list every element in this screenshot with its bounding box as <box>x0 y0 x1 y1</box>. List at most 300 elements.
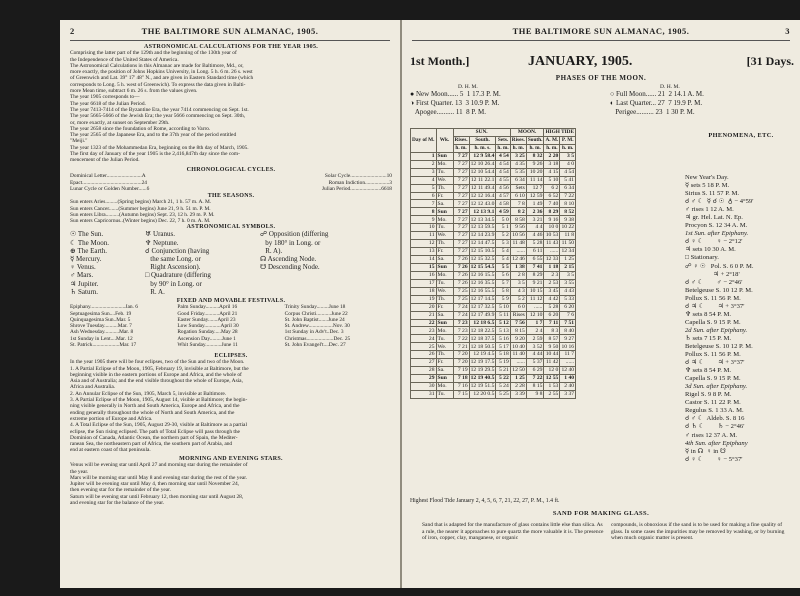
cell-ss: 12 17 32.5 <box>470 303 495 310</box>
cell-am: 10 53 <box>545 232 559 239</box>
cell-d: 7 <box>411 200 437 208</box>
symbol-entry: by 180° in Long. or <box>260 238 321 247</box>
cell-st: 5 16 <box>496 335 510 343</box>
phenomenon-entry: ☿ sets 5 18 P. M. <box>685 182 730 190</box>
cell-pm: 5 41 <box>560 176 576 184</box>
cell-st: 5 22 <box>496 375 510 383</box>
almanac-row <box>411 184 576 192</box>
cell-ss: 12 16 35.5 <box>470 280 495 287</box>
cell-w: Fr. <box>436 303 453 311</box>
cell-st: 5 8 <box>496 287 510 295</box>
phenomenon-entry: Capella S. 9 15 P. M. <box>685 375 741 383</box>
chronological-cycles-section <box>70 167 392 192</box>
festival-entry: Ascension Day.........June 1 <box>177 335 236 342</box>
phenomenon-entry: □ Stationary. <box>685 254 719 262</box>
cell-ms: 10 20 <box>526 168 544 176</box>
astro-line: The year 6618 of the Julian Period. <box>70 100 146 107</box>
moon-phase-entry: ● New Moon...... 5 1 17.3 P. M. <box>410 90 501 98</box>
eclipse-line: end at eastern coast of that peninsula. <box>70 447 151 454</box>
astro-paragraph <box>70 50 392 163</box>
cell-ms: 4 4 <box>526 224 544 232</box>
festival-entry: Epiphany..........................Jan. 6 <box>70 304 138 311</box>
symbols-planets <box>70 230 145 296</box>
cycle-label: Lunar Cycle or Golden Number......6 <box>70 185 150 192</box>
cell-sr: 7 27 <box>453 248 469 256</box>
phenomenon-entry: ☌ ♀ ☾ ♀ − 5°37' <box>685 455 743 463</box>
cell-sr: 7 27 <box>453 192 469 200</box>
moon-phase-entry: Perigee.......... 23 1 30 P. M. <box>610 108 695 116</box>
cell-w: Sun <box>436 263 453 271</box>
symbol-entry: ♀ Venus. <box>70 263 96 272</box>
th-unit-6: h. m. <box>544 144 560 152</box>
cell-d: 15 <box>411 263 437 271</box>
almanac-row <box>411 359 576 367</box>
cell-w: Sa. <box>436 200 453 208</box>
cell-d: 1 <box>411 152 437 160</box>
cell-pm: 4 54 <box>560 168 576 176</box>
cell-am: 8 29 <box>544 208 560 216</box>
moon-phase-entry: ◐ Last Quarter... 27 7 19.9 P. M. <box>610 99 703 107</box>
cell-st: 5 4 <box>496 256 510 264</box>
phenomenon-entry: ☿ in ☊ ♀ in ☋ <box>685 447 726 455</box>
cell-ms: 9 8 <box>526 390 544 398</box>
cell-d: 18 <box>411 287 437 295</box>
cycles-title: CHRONOLOGICAL CYCLES. <box>186 167 276 173</box>
symbol-entry: ⊕ The Earth. <box>70 246 108 255</box>
cell-ss: 12 20 0.5 <box>469 390 496 398</box>
cell-mr: 3 25 <box>510 152 526 160</box>
cell-st: 5 9 <box>496 295 510 303</box>
cell-ms: 2 4 <box>526 327 544 335</box>
symbol-entry: by 90° in Long. or <box>145 279 202 288</box>
cell-ss: 12 11 22.1 <box>470 176 495 183</box>
cell-sr: 7 23 <box>453 319 469 327</box>
stars-line: Saturn will be evening star until February 12, then morning star until August 28, <box>70 493 244 500</box>
cycle-value: Solar Cycle...........................10 <box>324 173 392 180</box>
symbols-section <box>70 224 392 296</box>
astro-line: "Meiji." <box>70 138 88 145</box>
cell-sr: 7 25 <box>453 287 469 295</box>
cell-pm: 9 38 <box>560 216 576 224</box>
cell-am: 3 18 <box>544 160 560 168</box>
phenomenon-entry: 1st Sun. after Epiphany. <box>685 230 749 238</box>
almanac-row <box>411 271 576 279</box>
phases-title: PHASES OF THE MOON. <box>555 74 647 82</box>
cell-mr: 6 0 <box>510 303 526 311</box>
festival-entry: Quinquagesima Sun..Mar. 5 <box>70 316 131 323</box>
th-day-of-week: Wk. <box>436 129 453 153</box>
phenomenon-entry: ☍ ♀ ☉ Pol. S. 6 0 P. M. <box>685 262 754 270</box>
cell-pm: 7 51 <box>560 319 576 327</box>
cell-ms: 2 36 <box>526 208 544 216</box>
cell-am: ...... <box>544 248 560 256</box>
cell-mr: 7 56 <box>510 319 526 327</box>
eclipse-line: eclipse, the Sun rising eclipsed. The path of Total Eclipse will pass through the <box>70 428 240 435</box>
cell-d: 20 <box>411 303 437 311</box>
almanac-row <box>411 160 576 168</box>
cell-ms: 5 37 <box>526 359 544 367</box>
astro-line: mencement of the Julian Period. <box>70 157 140 164</box>
cell-ms: 6 11 <box>526 248 544 256</box>
almanac-row <box>411 152 576 160</box>
phenomenon-entry: ☌ ♂ ☾ Aldeb. S. 8 16 <box>685 415 745 423</box>
cell-d: 9 <box>411 216 437 224</box>
cell-st: 5 6 <box>496 271 510 279</box>
almanac-row <box>411 168 576 176</box>
cell-ss: 12 18 22.5 <box>470 327 495 334</box>
stars-line: Venus will be evening star until April 27 and morning star during the remainder of <box>70 462 248 469</box>
cell-d: 16 <box>411 271 437 279</box>
stars-line: then evening star for the remainder of the year. <box>70 487 172 494</box>
eclipse-line: 4. A Total Eclipse of the Sun, 1905, August 29-30, visible at Baltimore as a partial <box>70 422 247 429</box>
symbols-aspects <box>145 230 260 296</box>
astro-line: or, more exactly, at sunset on September 29th. <box>70 119 170 126</box>
month-title: JANUARY, 1905. <box>528 54 633 69</box>
cell-mr: 6 10 <box>510 192 526 200</box>
cell-mr: 3 5 <box>510 279 526 287</box>
cycle-label: Epact............................................24 <box>70 179 147 186</box>
sand-title: SAND FOR MAKING GLASS. <box>552 510 650 517</box>
astro-line: more exactly, the position of Johns Hopkins University, in Long. 5 h. 6 m. 26 s. west <box>70 69 253 76</box>
cell-d: 14 <box>411 256 437 264</box>
festival-entry: St. John Evangel't....Dec. 27 <box>284 342 346 349</box>
astro-line: The year 2565 of the Japanese Era, and to the 37th year of the period entitled <box>70 132 237 139</box>
phenomenon-entry: ♄ sets 7 15 P. M. <box>685 334 732 342</box>
cell-d: 2 <box>411 160 437 168</box>
right-running-head <box>412 26 790 41</box>
festival-entry: Corpus Christi...........June 22 <box>284 310 348 317</box>
cell-pm: 3 37 <box>560 390 576 398</box>
symbol-entry: ☍ Opposition (differing <box>260 230 329 239</box>
cell-mr: 4 3 <box>510 287 526 295</box>
almanac-table <box>410 128 576 399</box>
festival-entry: St. Patrick....................Mar. 17 <box>70 342 137 349</box>
cell-mr: Rises <box>510 311 526 319</box>
moon-phase-entry: ◑ First Quarter. 13 3 10.9 P. M. <box>410 99 500 107</box>
cell-ms: 3 52 <box>526 343 544 351</box>
cell-st: 4 56 <box>496 184 510 192</box>
cell-w: Tu. <box>436 168 453 176</box>
almanac-row <box>411 263 576 271</box>
right-page <box>402 20 800 588</box>
cell-mr: 10 40 <box>510 343 526 351</box>
cell-w: We. <box>436 287 453 295</box>
cell-sr: 7 27 <box>453 224 469 232</box>
cell-d: 8 <box>411 208 437 216</box>
cell-mr: 1 38 <box>510 263 526 271</box>
cell-ss: 12 10 26.4 <box>470 160 495 167</box>
th-hightide: HIGH TIDE <box>545 129 575 136</box>
almanac-row <box>411 335 576 343</box>
cell-ms: 6 55 <box>526 256 544 264</box>
cell-st: 4 55 <box>496 176 510 184</box>
cell-mr: 8 2 <box>510 208 526 216</box>
th-unit-1: h. m. <box>453 144 469 152</box>
almanac-row <box>411 295 576 303</box>
cell-mr: 11 40 <box>510 351 526 359</box>
cell-sr: 7 27 <box>453 152 469 160</box>
eclipse-line: Dominion of Canada, Atlantic Ocean, the northern part of Spain, the Mediter- <box>70 434 238 441</box>
astronomical-calculations-section <box>70 44 392 164</box>
almanac-row <box>411 256 576 264</box>
cell-ms: 12 7 <box>526 184 544 192</box>
cell-w: Th. <box>436 351 453 359</box>
cell-sr: 7 26 <box>453 279 469 287</box>
eclipse-line: extreme portion of Europe and Africa. <box>70 415 153 422</box>
seasons-title: THE SEASONS. <box>207 193 255 199</box>
cell-sr: 7 20 <box>453 359 469 367</box>
phenomenon-entry: ♆ sets 8 54 P. M. <box>685 310 732 318</box>
symbol-entry: R. A). <box>260 246 283 255</box>
cell-sr: 7 16 <box>453 383 469 391</box>
cell-ss: 12 18 50.5 <box>470 343 495 350</box>
eclipses-title: ECLIPSES. <box>214 353 248 359</box>
cell-w: Mo. <box>436 160 453 168</box>
phenomenon-entry: ♆ sets 8 54 P. M. <box>685 367 732 375</box>
cell-st: 4 59 <box>496 208 510 216</box>
cell-ms: 9 26 <box>526 160 544 168</box>
cell-ms: 3 21 <box>526 216 544 224</box>
eclipse-line: 2. An Annular Eclipse of the Sun, 1905, March 5, invisible at Baltimore. <box>70 390 227 397</box>
festivals-columns <box>70 304 392 348</box>
cell-d: 24 <box>411 335 437 343</box>
cell-sr: 7 27 <box>453 232 469 240</box>
season-line: Sun enters Libra..........(Autumn begins) Sept. 23, 12 h. 29 m. P. M. <box>70 211 215 218</box>
cell-sr: 7 25 <box>453 295 469 303</box>
eclipse-line: ranean Sea, the northeastern part of Africa, the southern part of Arabia, and <box>70 441 233 448</box>
cell-mr: 8 15 <box>510 327 526 335</box>
cell-ms: 8 32 <box>526 152 544 160</box>
cell-st: 5 2 <box>496 232 510 240</box>
cell-w: We. <box>436 176 453 184</box>
cell-am: 2 55 <box>544 390 560 398</box>
left-header-title: THE BALTIMORE SUN ALMANAC, 1905. <box>141 26 319 36</box>
cell-sr: 7 20 <box>453 351 469 359</box>
festival-entry: Good Friday...........April 21 <box>177 310 238 317</box>
cell-am: 11 43 <box>544 240 560 248</box>
cell-st: 5 25 <box>496 390 510 398</box>
astro-line: The year 5665-5666 of the Jewish Era; the year 5666 commencing on Sept. 30th, <box>70 113 246 120</box>
stars-line: the year. <box>70 468 89 475</box>
th-tide-am: A. M. <box>545 137 559 144</box>
cell-pm: 1 40 <box>560 375 576 383</box>
cell-mr: 10 56 <box>510 232 526 240</box>
symbol-entry: □ Quadrature (differing <box>145 271 211 280</box>
almanac-row <box>411 208 576 216</box>
cell-ms: 5 28 <box>526 240 544 248</box>
cell-ss: 12 13 34.5 <box>470 216 495 223</box>
cell-am: 1 53 <box>544 383 560 391</box>
cell-d: 23 <box>411 327 437 335</box>
festivals-col-2 <box>177 304 284 348</box>
cell-st: 5 7 <box>496 279 510 287</box>
th-unit-7: h. m. <box>560 144 576 152</box>
cell-sr: 7 27 <box>453 168 469 176</box>
flood-tide-note: Highest Flood Tide January 2, 4, 5, 6, 7, 21, 22, 27, P. M., 1.4 ft. <box>410 498 560 504</box>
season-line: Sun enters Aries.........(Spring begins) March 21, 1 h. 57 m. A. M. <box>70 199 212 206</box>
phenomenon-entry: ♃ + 2°18' <box>685 270 740 278</box>
cell-ss: 12 19 17.5 <box>470 359 495 366</box>
cell-sr: 7 24 <box>453 311 469 319</box>
th-unit-2: h. m. s. <box>469 144 496 152</box>
cell-ss: 12 16 15.5 <box>470 272 495 279</box>
cell-pm: 12 34 <box>561 248 575 255</box>
symbol-entry: ♂ Mars. <box>70 271 94 280</box>
phases-right <box>610 90 704 117</box>
festival-entry: St. Andrew..................Nov. 30 <box>284 323 350 330</box>
almanac-row <box>411 311 576 319</box>
phenomenon-entry: 4th Sun. after Epiphany <box>685 439 748 447</box>
cell-ss: 12 12 43.0 <box>470 200 495 207</box>
cell-st: 5 24 <box>496 383 510 391</box>
symbols-title: ASTRONOMICAL SYMBOLS. <box>186 224 276 230</box>
month-label: 1st Month.] <box>410 54 470 68</box>
festival-entry: Easter Sunday.......April 23 <box>177 316 236 323</box>
cell-st: 5 5 <box>496 263 510 271</box>
cell-sr: 7 27 <box>453 216 469 224</box>
phenomenon-entry: ♃ gr. Hel. Lat. N. Ep. <box>685 214 743 222</box>
phenomenon-entry: Regulus S. 1 33 A. M. <box>685 407 744 415</box>
cell-ss: 12 15 32.5 <box>470 256 495 263</box>
cell-am: 7 11 <box>544 319 560 327</box>
th-sun-south: South. <box>469 136 496 144</box>
phases-left <box>410 90 501 117</box>
festivals-col-3 <box>285 304 392 348</box>
sand-article <box>422 522 794 542</box>
symbol-entry: ♄ Saturn. <box>70 287 99 296</box>
festivals-col-1 <box>70 304 177 348</box>
almanac-row <box>411 248 576 256</box>
almanac-row <box>411 351 576 359</box>
cell-pm: 3 5 <box>560 271 576 279</box>
cycle-value: Roman Indiction..................3 <box>328 179 392 186</box>
phenomenon-entry: Rigel S. 9 8 P. M. <box>685 391 732 399</box>
cell-d: 5 <box>411 184 437 192</box>
cell-d: 29 <box>411 375 437 383</box>
astro-line: The year 1323 of the Mohammedan Era, beginning on the 8th day of March, 1905. <box>70 144 249 151</box>
phenomenon-entry: ☌ ♂ ☾ ☿ ☌ ☉ ♁ − 4°59' <box>685 198 754 206</box>
stars-line: and evening star for the balance of the year. <box>70 500 165 507</box>
symbol-entry: ♃ Jupiter. <box>70 279 99 288</box>
cell-am: 11 42 <box>544 359 560 367</box>
phenomena-title: PHENOMENA, ETC. <box>708 132 774 139</box>
cell-st: 5 10 <box>496 303 510 311</box>
cell-d: 4 <box>411 176 437 184</box>
cell-sr: 7 18 <box>453 375 469 383</box>
festival-entry: Christmas....................Dec. 25 <box>284 335 351 342</box>
cell-ss: 12 12 16.4 <box>470 192 495 199</box>
cell-st: 5 17 <box>496 343 510 351</box>
eclipse-line: beginning visible in the eastern portions of Europe and Africa, and the whole of <box>70 371 242 378</box>
cell-am: 2 3 <box>544 271 560 279</box>
cell-ms: 4 46 <box>526 232 544 240</box>
cell-st: 4 54 <box>496 152 510 160</box>
astro-line: The year 7413-7414 of the Byzantine Era, the year 7414 commencing on Sept. 1st. <box>70 106 249 113</box>
symbol-entry: ☿ Mercury. <box>70 254 102 263</box>
cell-d: 28 <box>411 367 437 375</box>
th-unit-5: h. m. <box>526 144 544 152</box>
astro-line: Comprising the latter part of the 129th and the beginning of the 130th year of <box>70 50 237 57</box>
cell-pm: 4 43 <box>560 287 576 295</box>
cell-st: 5 11 <box>496 311 510 319</box>
cell-ss: 12 19 29.5 <box>470 367 495 374</box>
cell-w: Sun <box>436 208 453 216</box>
cell-sr: 7 23 <box>453 327 469 335</box>
cell-ms: ...... <box>526 303 544 311</box>
th-sun-sets: Sets. <box>497 137 509 144</box>
cell-pm: 3 5 <box>560 152 576 160</box>
cell-ss: 12 19 40.5 <box>470 375 495 382</box>
cell-am: 12 0 <box>544 367 560 375</box>
cell-mr: 4 35 <box>510 160 526 168</box>
cell-d: 10 <box>411 224 437 232</box>
cell-pm: 10 16 <box>561 343 575 350</box>
cell-ss: 12 19 51.5 <box>470 383 495 390</box>
th-sun: SUN. <box>453 129 510 137</box>
astro-line: The first day of January of the year 1905 is the 2,416,847th day since the com- <box>70 151 240 158</box>
cell-am: 8 3 <box>544 327 560 335</box>
cycle-value: Julian Period.......................6618 <box>321 185 392 192</box>
cell-d: 3 <box>411 168 437 176</box>
symbols-grid <box>70 230 392 296</box>
cell-st: 5 1 <box>496 224 510 232</box>
cell-st: 5 12 <box>496 319 510 327</box>
th-unit-4: h. m. <box>510 144 526 152</box>
cell-d: 11 <box>411 232 437 240</box>
cell-ms: 8 15 <box>526 383 544 391</box>
cycles-list <box>70 173 392 192</box>
phenomenon-entry: ☌ ♄ ☾ ♄ − 2°46' <box>685 423 745 431</box>
almanac-row <box>411 232 576 240</box>
festival-entry: Ash Wednesday...........Mar. 8 <box>70 329 134 336</box>
cell-ss: 12 15 10.5 <box>470 248 495 255</box>
cell-st: 5 19 <box>496 359 510 367</box>
cell-pm: 5 33 <box>560 295 576 303</box>
cell-sr: 7 26 <box>453 271 469 279</box>
cell-am: 6 20 <box>544 311 560 319</box>
cell-pm: 8 52 <box>560 208 576 216</box>
cell-w: Mo. <box>436 271 453 279</box>
cell-w: Sun <box>436 319 453 327</box>
astro-line: more Mean time, subtract 6 m. 26 s. from the values given. <box>70 88 198 95</box>
cell-mr: 1 25 <box>510 375 526 383</box>
cell-am: 12 33 <box>545 256 559 263</box>
cell-ms: 9 21 <box>526 279 544 287</box>
cell-am: 5 10 <box>544 176 560 184</box>
cell-w: Sa. <box>436 367 453 375</box>
cell-pm: 11 7 <box>560 351 576 359</box>
th-unit-3: h. m. <box>497 145 509 152</box>
cell-mr: ...... <box>510 248 526 256</box>
almanac-row <box>411 390 576 398</box>
cell-d: 25 <box>411 343 437 351</box>
symbols-nodes <box>260 230 392 296</box>
eclipse-line: ending generally throughout the whole of North and South America, and the <box>70 409 235 416</box>
cell-am: 5 28 <box>544 303 560 311</box>
cell-pm: 2 40 <box>560 383 576 391</box>
stars-line: Mars will be morning star until May 8 and evening star during the rest of the year. <box>70 474 248 481</box>
phenomenon-entry: Procyon S. 12 34 A. M. <box>685 222 748 230</box>
eclipse-line: 3. A Partial Eclipse of the Moon, 1905, August 14, visible at Baltimore; the begin- <box>70 397 248 404</box>
cell-am: 3 45 <box>544 287 560 295</box>
th-moon-rises: Rises. <box>511 137 525 144</box>
almanac-row <box>411 367 576 375</box>
phenomenon-entry: ☌ ♃ ☾ ♃ + 3°37' <box>685 302 745 310</box>
stars-line: Jupiter will be evening star until May 4, then morning star until November 24, <box>70 481 240 488</box>
cell-am: 4 15 <box>544 168 560 176</box>
cell-w: Th. <box>436 240 453 248</box>
cell-mr: 2 8 <box>510 271 526 279</box>
